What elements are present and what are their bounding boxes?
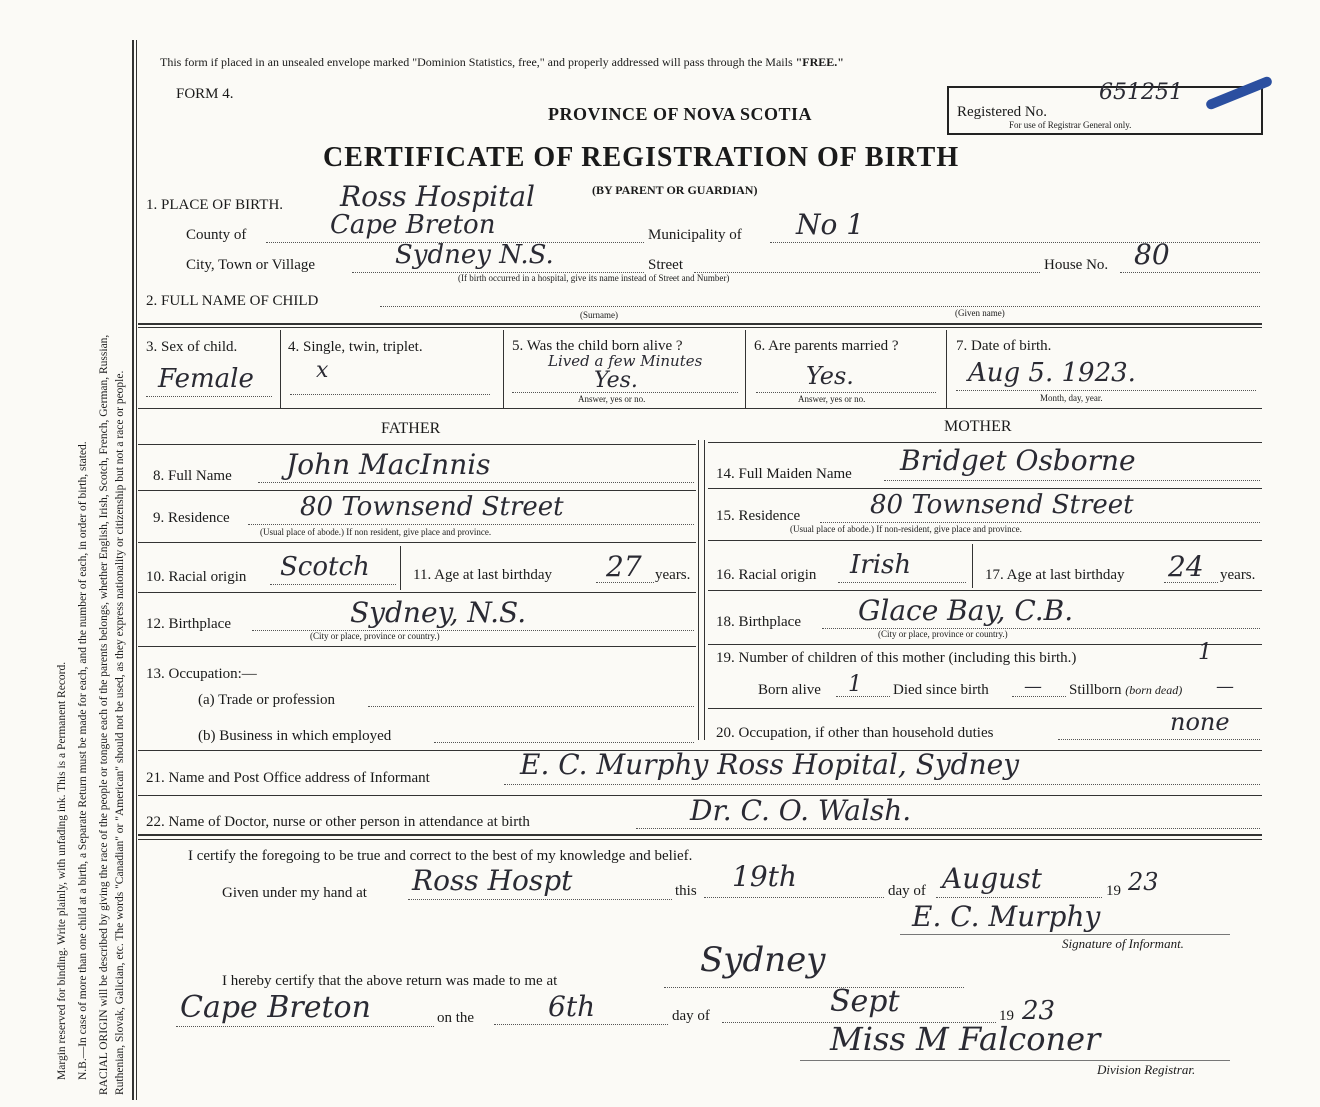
certify-month-value: August (942, 862, 1042, 895)
father-business-label: (b) Business in which employed (198, 728, 392, 744)
postal-note: This form if placed in an unsealed envelope marked "Dominion Statistics, free," and properly addressed will pass through the Mails "FREE." (160, 55, 844, 69)
registered-note: For use of Registrar General only. (1009, 120, 1132, 130)
children-count-value: 1 (1198, 640, 1212, 665)
place-of-birth-label: 1. PLACE OF BIRTH. (146, 197, 284, 213)
registrar-year-value: 23 (1022, 996, 1056, 1026)
margin-note-racial-origin: RACIAL ORIGIN will be described by giving the race of the people or tongue each of the parents belongs, whether English, Irish, Scotch, French, German, Russian, (98, 334, 110, 1095)
mother-heading: MOTHER (944, 418, 1012, 435)
certify-year-value: 23 (1128, 868, 1159, 896)
born-alive-value: Yes. (594, 368, 638, 393)
father-residence-note: (Usual place of abode.) If non resident, give place and province. (260, 527, 492, 537)
city-label: City, Town or Village (186, 257, 316, 273)
sex-value: Female (158, 364, 254, 394)
surname-note: (Surname) (580, 310, 618, 320)
born-alive-value-note: Lived a few Minutes (548, 352, 703, 370)
place-of-birth-value: Ross Hospital (340, 180, 536, 213)
date-of-birth-value: Aug 5. 1923. (968, 358, 1136, 388)
father-name-value: John MacInnis (286, 448, 491, 481)
children-count-label: 19. Number of children of this mother (including this birth.) (716, 650, 1077, 666)
form-number: FORM 4. (176, 86, 234, 102)
column-divider (698, 440, 699, 740)
father-residence-label: 9. Residence (153, 510, 230, 526)
mother-residence-value: 80 Townsend Street (870, 490, 1134, 520)
date-of-birth-note: Month, day, year. (1040, 393, 1103, 403)
this-label: this (675, 883, 697, 899)
given-name-note: (Given name) (955, 308, 1005, 318)
house-no-value: 80 (1134, 238, 1170, 271)
parent-guardian-note: (BY PARENT OR GUARDIAN) (592, 183, 758, 197)
given-place-value: Ross Hospt (412, 864, 573, 897)
mother-name-value: Bridget Osborne (900, 444, 1136, 477)
registrar-county-value: Cape Breton (180, 990, 371, 1025)
father-occupation-label: 13. Occupation:— (146, 666, 257, 682)
city-value: Sydney N.S. (395, 240, 554, 270)
registrar-day-value: 6th (548, 990, 596, 1023)
born-alive-label: 5. Was the child born alive ? (512, 338, 683, 354)
doctor-label: 22. Name of Doctor, nurse or other person in attendance at birth (146, 814, 530, 830)
father-heading: FATHER (381, 420, 441, 437)
born-alive-note: Answer, yes or no. (578, 394, 646, 404)
province-heading: PROVINCE OF NOVA SCOTIA (548, 104, 813, 124)
mother-race-label: 16. Racial origin (716, 567, 817, 583)
registrar-on-label: on the (437, 1010, 475, 1026)
father-birthplace-note: (City or place, province or country.) (310, 631, 440, 641)
certify-year-prefix: 19 (1106, 883, 1121, 899)
child-name-label: 2. FULL NAME OF CHILD (146, 293, 319, 309)
registrar-month-value: Sept (830, 984, 900, 1019)
father-residence-value: 80 Townsend Street (300, 492, 564, 522)
house-no-label: House No. (1044, 257, 1109, 273)
father-age-value: 27 (606, 550, 642, 583)
registered-box (947, 80, 1263, 135)
plurality-label: 4. Single, twin, triplet. (288, 339, 423, 355)
street-note: (If birth occurred in a hospital, give its name instead of Street and Number) (458, 273, 730, 283)
father-trade-label: (a) Trade or profession (198, 692, 336, 708)
margin-note-racial-origin-2: Ruthenian, Slovak, Galician, etc. The words "Canadian" or "American" should not be used, as they express nationality or citizenship but not a race or people. (114, 370, 126, 1095)
parents-married-value: Yes. (806, 362, 854, 390)
informant-signature-label: Signature of Informant. (1062, 936, 1184, 951)
registrar-day-of-label: day of (672, 1008, 710, 1024)
father-name-label: 8. Full Name (153, 468, 232, 484)
mother-residence-note: (Usual place of abode.) If non-resident, give place and province. (790, 524, 1022, 534)
mother-occupation-value: none (1170, 708, 1230, 736)
informant-label: 21. Name and Post Office address of Informant (146, 770, 430, 786)
father-age-label: 11. Age at last birthday (413, 567, 552, 583)
pen-mark-icon (1205, 75, 1274, 110)
died-since-birth-value: — (1024, 676, 1042, 697)
mother-birthplace-label: 18. Birthplace (716, 614, 801, 630)
born-alive-count-label: Born alive (758, 682, 821, 698)
mother-occupation-label: 20. Occupation, if other than household duties (716, 725, 994, 741)
registrar-signature: Miss M Falconer (830, 1020, 1101, 1058)
registrar-place-value: Sydney (700, 940, 826, 980)
died-since-birth-label: Died since birth (893, 682, 989, 698)
registrar-signature-label: Division Registrar. (1097, 1062, 1196, 1077)
mother-age-value: 24 (1168, 550, 1204, 583)
mother-race-value: Irish (850, 550, 912, 580)
date-of-birth-label: 7. Date of birth. (956, 338, 1052, 354)
father-birthplace-value: Sydney, N.S. (350, 596, 527, 629)
informant-signature: E. C. Murphy (912, 900, 1101, 933)
municipality-label: Municipality of (648, 227, 742, 243)
stillborn-value: — (1216, 676, 1234, 697)
given-under-hand-label: Given under my hand at (222, 885, 367, 901)
born-alive-count-value: 1 (848, 672, 862, 697)
doctor-value: Dr. C. O. Walsh. (690, 794, 912, 827)
parents-married-note: Answer, yes or no. (798, 394, 866, 404)
father-race-label: 10. Racial origin (146, 569, 247, 585)
certify-day-value: 19th (732, 860, 797, 893)
certify-day-of-label: day of (888, 883, 926, 899)
binding-rule-2 (136, 40, 137, 1100)
margin-note-multiple-births: N.B.—In case of more than one child at a birth, a Separate Return must be made for each, and the number of each, in order of birth, stated. (77, 441, 89, 1080)
registered-number: 651251 (1099, 80, 1183, 105)
certificate-title: CERTIFICATE OF REGISTRATION OF BIRTH (323, 142, 960, 173)
registrar-statement: I hereby certify that the above return was made to me at (222, 973, 558, 989)
mother-birthplace-note: (City or place, province or country.) (878, 629, 1008, 639)
registered-label: Registered No. (957, 104, 1047, 120)
plurality-value: x (316, 358, 329, 383)
mother-birthplace-value: Glace Bay, C.B. (858, 594, 1074, 627)
municipality-value: No 1 (796, 208, 865, 241)
county-value: Cape Breton (330, 210, 496, 240)
registrar-year-prefix: 19 (999, 1008, 1014, 1024)
binding-rule (132, 40, 134, 1100)
mother-age-unit: years. (1220, 567, 1256, 583)
father-birthplace-label: 12. Birthplace (146, 616, 231, 632)
father-race-value: Scotch (280, 552, 370, 582)
mother-age-label: 17. Age at last birthday (985, 567, 1125, 583)
parents-married-label: 6. Are parents married ? (754, 338, 899, 354)
mother-residence-label: 15. Residence (716, 508, 801, 524)
margin-note-binding: Margin reserved for binding. Write plainly, with unfading ink. This is a Permanent Record. (56, 661, 68, 1080)
sex-label: 3. Sex of child. (146, 339, 238, 355)
stillborn-label: Stillborn (born dead) (1069, 682, 1183, 698)
father-age-unit: years. (655, 567, 691, 583)
informant-value: E. C. Murphy Ross Hopital, Sydney (520, 748, 1020, 781)
mother-name-label: 14. Full Maiden Name (716, 466, 852, 482)
county-label: County of (186, 227, 247, 243)
street-label: Street (648, 257, 683, 273)
certify-statement: I certify the foregoing to be true and correct to the best of my knowledge and belief. (188, 848, 693, 864)
